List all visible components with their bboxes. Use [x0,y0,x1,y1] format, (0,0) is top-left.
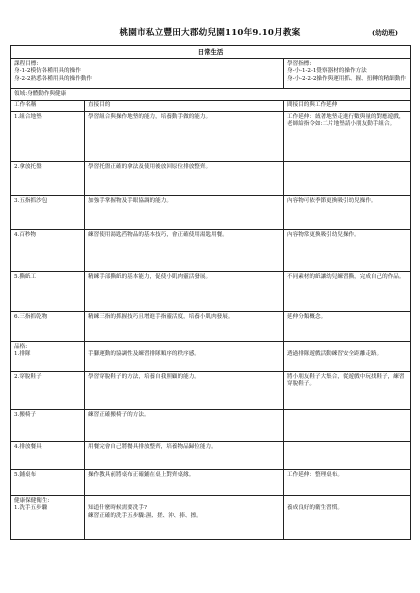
direct-purpose: 學習穿脫鞋子的方法，培養自我照顧的能力。 [85,372,284,410]
domain-area: 領域:身體動作與健康 [11,89,411,101]
extension: 延伸分類概念。 [284,312,411,342]
direct-purpose: 用餐完會自己將餐具排放整齊，培養物品歸位能力。 [85,442,284,470]
work-name: 3.搬椅子 [11,410,85,442]
learning-indicators [284,59,411,89]
direct-purpose: 加強手掌握物及手眼協調的能力。 [85,196,284,230]
table-row [11,196,411,230]
work-name: 4.排放餐具 [11,442,85,470]
document-header [10,28,410,45]
direct-purpose: 練習正確搬椅子的方法。 [85,410,284,442]
course-goal-item: 身-1-2模仿各種用具的操作 [14,68,81,75]
table-row [11,372,411,410]
work-name [11,496,85,540]
course-goal-item: 身-2-2熟悉各種用具的操作動作 [14,75,93,82]
work-name: 6.三指抓乾物 [11,312,85,342]
section-title: 日常生活 [11,46,411,59]
direct-purpose: 練習使用湯匙舀物品的基本技巧，會正確使用湯匙用餐。 [85,230,284,272]
character-section-label: 品格: [14,343,28,350]
work-name [11,342,85,372]
learning-indicator-item: 身-小-2-2-2操作與運用抓、握、扭轉的精細動作 [287,75,406,82]
course-goals-label: 課程目標: [14,60,39,67]
direct-purpose: 操作教具前將桌布正確鋪在桌上對齊桌緣。 [85,470,284,496]
table-row [11,112,411,162]
health-section-label: 健康保健衛生: [14,497,50,504]
work-name: 5.鋪桌布 [11,470,85,496]
extension: 將小朋友鞋子大集合，從遊戲中玩找鞋子，練習穿脫鞋子。 [284,372,411,410]
column-header-extend: 間接目的與工作延伸 [284,100,411,112]
extension: 不同素材的紙讓幼兒練習撕，完成自己的作品。 [284,272,411,312]
table-row [11,470,411,496]
course-goals [11,59,284,89]
class-label: (幼幼班) [371,29,398,37]
extension [284,442,411,470]
direct-purpose: 學習托盤正確的拿法及使用後放回原位排放整齊。 [85,162,284,196]
column-headers [11,100,411,112]
table-row [11,410,411,442]
lesson-plan-table [10,45,411,540]
extension [284,410,411,442]
work-name: 5.撕紙工 [11,272,85,312]
table-row [11,162,411,196]
column-header-purpose: 直接目的 [85,100,284,112]
table-row [11,230,411,272]
extension: 內容物常更換吸引幼兒操作。 [284,230,411,272]
work-name: 1.組合地墊 [11,112,85,162]
direct-purpose-text: 手腳運動的協調性及練習排隊順序的秩序感。 [88,351,200,358]
direct-purpose: 精練手部撕紙的基本能力，促使小肌肉靈活發展。 [85,272,284,312]
table-row [11,272,411,312]
table-row [11,342,411,372]
column-header-work: 工作名稱 [11,100,85,112]
direct-purpose-line: 練習正確的洗手五步驟:濕、搓、沖、捧、擦。 [88,512,202,519]
document-title: 桃園市私立豐田大郡幼兒園110年9.10月教案 [119,28,301,38]
table-row [11,496,411,540]
work-name: 4.百秒物 [11,230,85,272]
work-name: 2.穿脫鞋子 [11,372,85,410]
work-name: 2.拿放托盤 [11,162,85,196]
table-row [11,442,411,470]
table-row [11,312,411,342]
extension [284,342,411,372]
learning-indicator-item: 身-小-1-2-1覺察器材的操作方法 [287,68,367,75]
extension-text: 透過排隊遊戲活動練習安全距離走路。 [287,351,383,358]
work-name-text: 1.排隊 [14,351,31,358]
learning-indicators-label: 學習指標: [287,60,312,67]
extension [284,496,411,540]
direct-purpose [85,496,284,540]
direct-purpose: 學習組合與操作地墊的能力，培養動手做的能力。 [85,112,284,162]
work-name: 3.五指抓沙包 [11,196,85,230]
direct-purpose [85,342,284,372]
extension [284,162,411,196]
direct-purpose: 精練三指的抓握技巧且增進手指靈活度，培養小肌肉發展。 [85,312,284,342]
extension: 工作延伸：整理桌布。 [284,470,411,496]
extension-text: 養成良好的衛生習慣。 [287,505,343,512]
direct-purpose-line: 知道什麼時候需要洗手? [88,505,147,512]
extension: 內容物可依季節更換吸引幼兒操作。 [284,196,411,230]
work-name-text: 1.洗手五步驟 [14,505,48,512]
goals-row [11,59,411,89]
extension: 工作延伸：絨著地墊走進行數與量的對應遊戲，老師給指令如:二片地墊請小朋友動手組合。 [284,112,411,162]
